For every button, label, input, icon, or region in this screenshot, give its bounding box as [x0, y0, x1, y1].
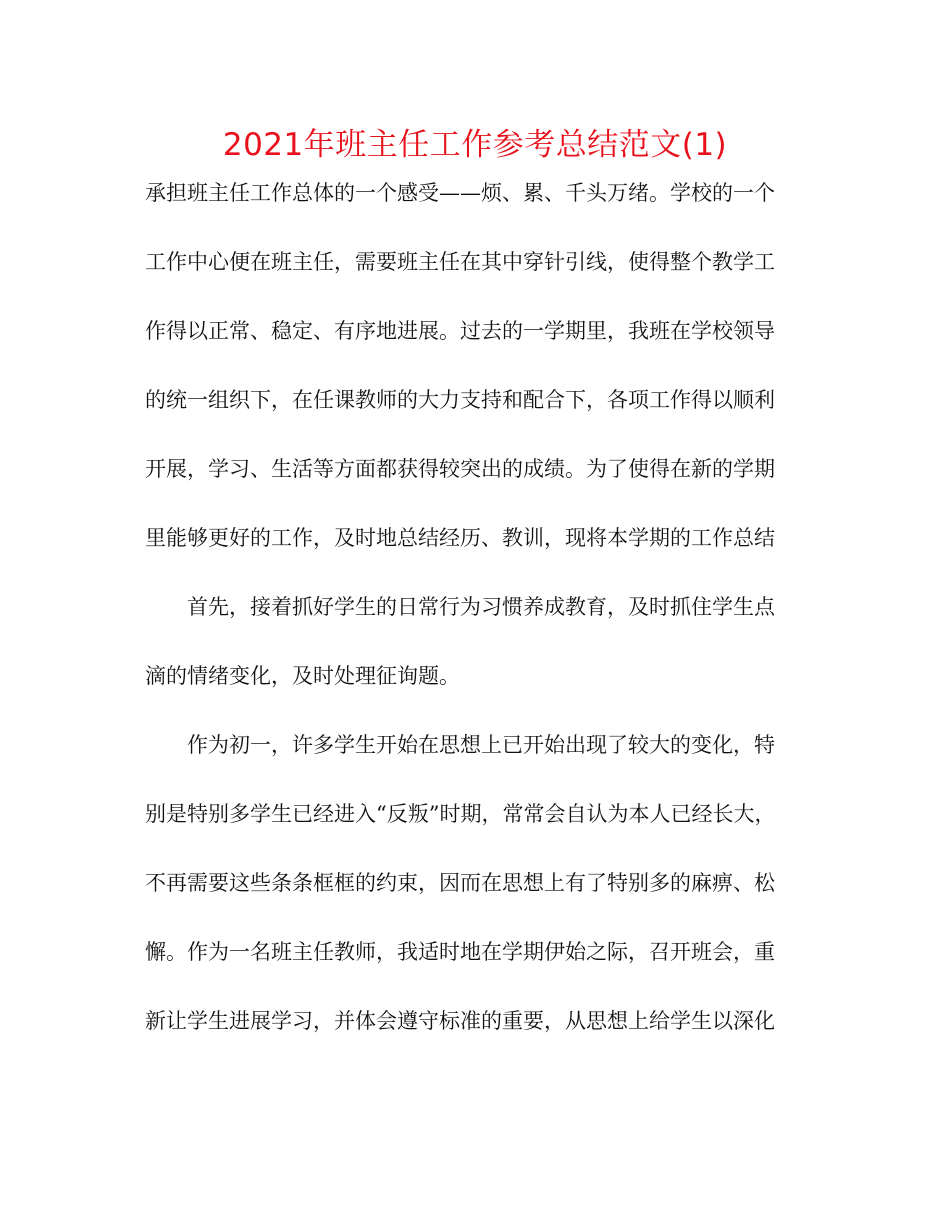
document-title: 2021年班主任工作参考总结范文(1) [222, 127, 728, 163]
paragraph-line: 工作中心便在班主任，需要班主任在其中穿针引线，使得整个教学工 [145, 250, 775, 274]
paragraph-line: 的统一组织下，在任课教师的大力支持和配合下，各项工作得以顺利 [145, 388, 775, 412]
paragraph-line: 不再需要这些条条框框的约束，因而在思想上有了特别多的麻痹、松 [145, 871, 775, 895]
paragraph-line: 里能够更好的工作，及时地总结经历、教训，现将本学期的工作总结 [145, 526, 775, 550]
paragraph-line: 开展，学习、生活等方面都获得较突出的成绩。为了使得在新的学期 [145, 457, 775, 481]
paragraph-line: 别是特别多学生已经进入“反叛”时期，常常会自认为本人已经长大， [145, 802, 776, 826]
paragraph-line: 滴的情绪变化，及时处理征询题。 [145, 664, 460, 688]
paragraph-line: 新让学生进展学习，并体会遵守标准的重要，从思想上给学生以深化 [145, 1009, 775, 1033]
paragraph-line: 承担班主任工作总体的一个感受——烦、累、千头万绪。学校的一个 [145, 181, 775, 205]
paragraph-line: 首先，接着抓好学生的日常行为习惯养成教育，及时抓住学生点 [187, 595, 775, 619]
paragraph-line: 作得以正常、稳定、有序地进展。过去的一学期里，我班在学校领导 [145, 319, 775, 343]
paragraph-line: 懈。作为一名班主任教师，我适时地在学期伊始之际，召开班会，重 [145, 940, 775, 964]
paragraph-line: 作为初一，许多学生开始在思想上已开始出现了较大的变化，特 [187, 733, 775, 757]
